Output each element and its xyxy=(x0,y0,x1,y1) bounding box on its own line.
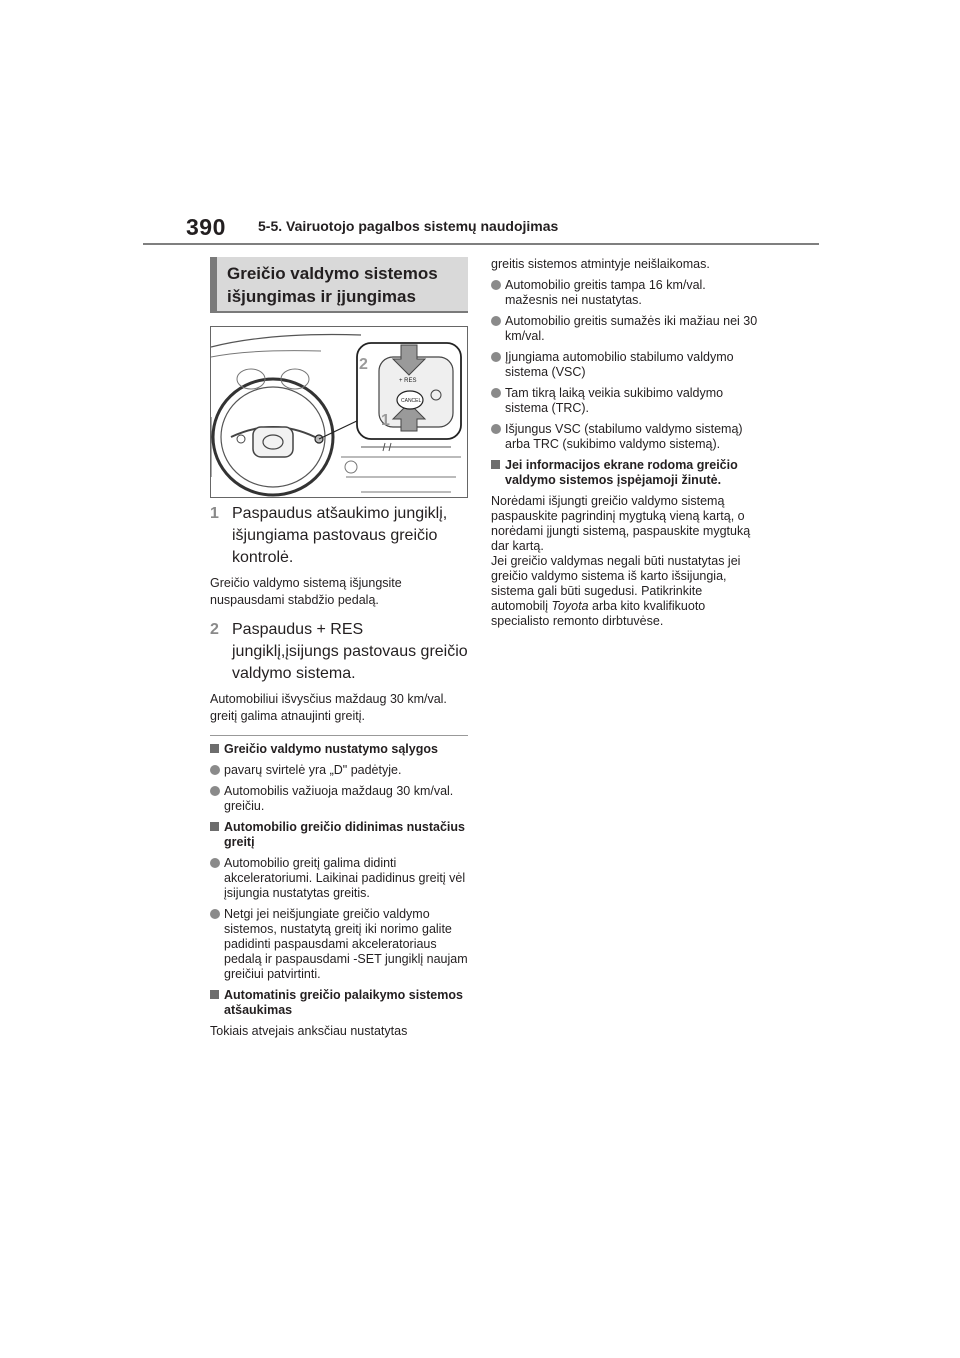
list-item xyxy=(491,386,761,416)
callout-2: 2 xyxy=(359,356,368,373)
list-item-text: Automobilio greitį galima didinti akceleratoriumi. Laikinai padidinus greitį vėl įsijungia nustatytas greitis. xyxy=(224,856,466,900)
header-divider xyxy=(143,243,819,245)
list-item-text: Netgi jei neišjungiate greičio valdymo sistemos, nustatytą greitį iki norimo galite padidinti paspausdami akceleratoriaus pedalą ir paspausdami -SET jungiklį naujam greičiui patvirtinti. xyxy=(224,907,468,981)
bullet-icon xyxy=(210,909,220,919)
list-item-text: Įjungiama automobilio stabilumo valdymo sistema (VSC) xyxy=(505,350,734,379)
subheading: Automatinis greičio palaikymo sistemos atšaukimas xyxy=(210,988,472,1018)
paragraph-text: Jei greičio valdymas negali būti nustatytas jei greičio valdymo sistema iš karto išsijungia, sistema gali būti sugedusi. Patikrinkite automobilį xyxy=(491,554,741,613)
section-title: Greičio valdymo sistemos išjungimas ir įjungimas xyxy=(227,264,438,306)
bullet-icon xyxy=(491,316,501,326)
paragraph-text: arba kito kvalifikuoto specialisto remonto dirbtuvėse. xyxy=(491,599,706,628)
bullet-icon xyxy=(210,786,220,796)
step-note: Greičio valdymo sistemą išjungsite nuspausdami stabdžio pedalą. xyxy=(210,576,402,607)
list-item-text: Automobilio greitis tampa 16 km/val. mažesnis nei nustatytas. xyxy=(505,278,706,307)
page-number: 390 xyxy=(186,214,226,240)
list-item-text: Tam tikrą laiką veikia sukibimo valdymo sistema (TRC). xyxy=(505,386,724,415)
list-item xyxy=(491,350,761,380)
list-item-text: Automobilis važiuoja maždaug 30 km/val. greičiu. xyxy=(224,784,454,813)
paragraph: Tokiais atvejais anksčiau nustatytas xyxy=(210,1024,408,1038)
step-text: Paspaudus + RES jungiklį,įsijungs pastovaus greičio valdymo sistema. xyxy=(232,621,468,682)
step-note: Automobiliui išvysčius maždaug 30 km/val. greitį galima atnaujinti greitį. xyxy=(210,692,447,723)
list-item xyxy=(210,907,472,982)
right-column xyxy=(491,257,761,635)
step-number: 2 xyxy=(210,621,219,638)
paragraph: Norėdami išjungti greičio valdymo sistemą paspauskite pagrindinį mygtuką vieną kartą, o norėdami įjungti sistemą, paspauskite mygtuką dar kartą. xyxy=(491,494,751,553)
paragraph xyxy=(491,554,761,629)
res-button-label: + RES xyxy=(399,378,417,384)
step-2 xyxy=(210,619,472,685)
list-item xyxy=(491,278,761,308)
list-item-text: pavarų svirtelė yra „D" padėtyje. xyxy=(224,763,402,777)
step-text: Paspaudus atšaukimo jungiklį, išjungiama pastovaus greičio kontrolė. xyxy=(232,505,448,566)
paragraph: greitis sistemos atmintyje neišlaikomas. xyxy=(491,257,710,271)
bullet-icon xyxy=(491,424,501,434)
step-number: 1 xyxy=(210,505,219,522)
steering-wheel-illustration xyxy=(210,326,468,498)
list-item xyxy=(210,856,472,901)
running-header: 5-5. Vairuotojo pagalbos sistemų naudojimas xyxy=(258,218,559,234)
brand-name: Toyota xyxy=(551,599,589,613)
left-column xyxy=(210,503,472,1045)
bullet-icon xyxy=(491,280,501,290)
callout-1: 1 xyxy=(381,412,390,429)
list-item xyxy=(210,784,472,814)
bullet-icon xyxy=(210,765,220,775)
bullet-icon xyxy=(491,352,501,362)
list-item xyxy=(491,314,761,344)
bullet-icon xyxy=(491,388,501,398)
list-item-text: Automobilio greitis sumažės iki mažiau nei 30 km/val. xyxy=(505,314,758,343)
list-item xyxy=(210,763,472,778)
list-item-text: Išjungus VSC (stabilumo valdymo sistemą) arba TRC (sukibimo valdymo sistemą). xyxy=(505,422,743,451)
section-title-box xyxy=(210,257,468,313)
bullet-icon xyxy=(210,858,220,868)
subheading: Greičio valdymo nustatymo sąlygos xyxy=(210,742,472,757)
list-item xyxy=(491,422,761,452)
section-divider xyxy=(210,735,468,736)
subheading: Jei informacijos ekrane rodoma greičio valdymo sistemos įspėjamoji žinutė. xyxy=(491,458,761,488)
subheading: Automobilio greičio didinimas nustačius greitį xyxy=(210,820,472,850)
cancel-button-label: CANCEL xyxy=(401,398,422,404)
step-1 xyxy=(210,503,472,569)
steering-wheel-drawing xyxy=(211,327,467,497)
